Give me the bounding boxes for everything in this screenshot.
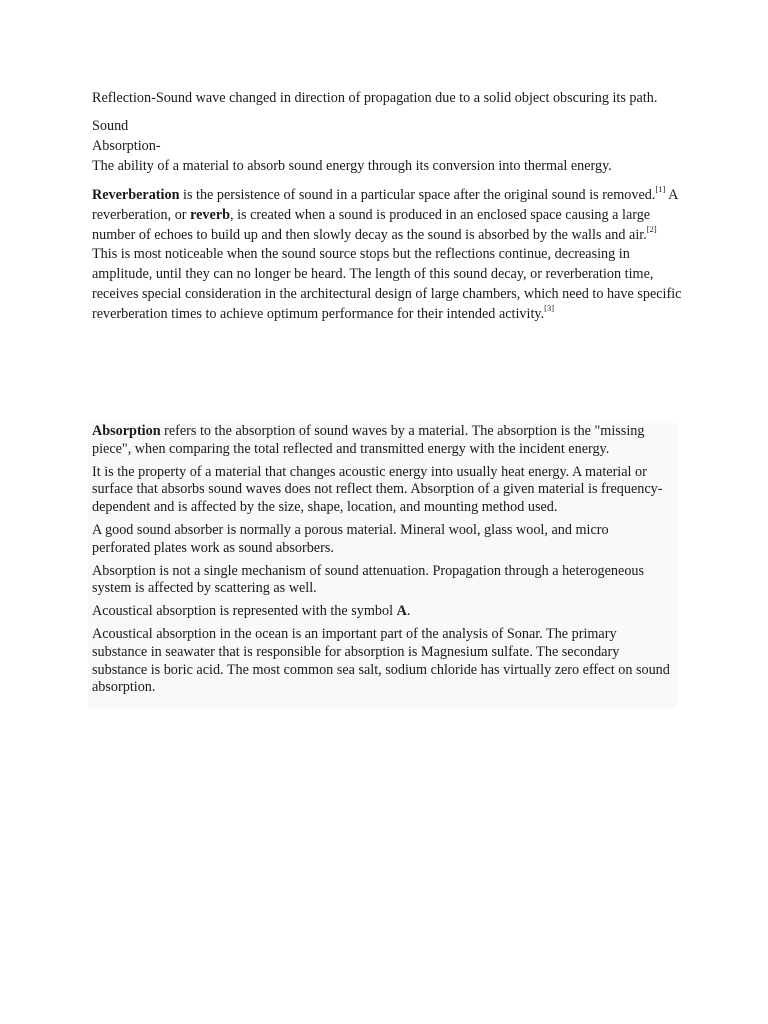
reverberation-text-1: is the persistence of sound in a particular space after the original sound is removed. (179, 187, 656, 203)
absorption-section (88, 423, 678, 708)
absorption-paragraph-3: A good sound absorber is normally a porous material. Mineral wool, glass wool, and micro perforated plates work as sound absorbers. (92, 521, 609, 556)
absorption-paragraph-1-text: refers to the absorption of sound waves by a material. The absorption is the "missing piece", when comparing the total reflected and transmitted energy with the incident energy. (92, 423, 645, 457)
intro-section (92, 88, 682, 176)
absorption-paragraph-1 (92, 423, 678, 459)
absorption-symbol: A (396, 603, 407, 620)
absorption-heading: Absorption- (92, 138, 161, 154)
absorption-definition-block (92, 116, 682, 176)
reflection-definition: Reflection-Sound wave changed in direction of propagation due to a solid object obscuring its path. (92, 90, 658, 106)
reverberation-paragraph (92, 186, 682, 325)
absorption-definition: The ability of a material to absorb sound energy through its conversion into thermal energy. (92, 158, 612, 174)
absorption-paragraph-5-text: Acoustical absorption is represented with the symbol (92, 603, 397, 620)
reverberation-text-2: A reverberation, or (92, 187, 678, 223)
absorption-paragraph-5 (92, 603, 678, 621)
reference-1-link[interactable]: [1] (655, 184, 666, 195)
reverberation-term: Reverberation (92, 187, 180, 203)
reverb-term: reverb (190, 206, 231, 223)
absorption-paragraph-5-end: . (406, 603, 411, 620)
reverberation-text-3: , is created when a sound is produced in an enclosed space causing a large number of echoes to build up and then slowly decay as the sound is absorbed by the walls and air. (92, 206, 651, 243)
absorption-term: Absorption (92, 423, 161, 439)
sound-line: Sound (92, 118, 129, 134)
reverberation-text-4: This is most noticeable when the sound source stops but the reflections continue, decreasing in amplitude, until they can no longer be heard. The length of this sound decay, or reverberation time, receives special consideration in the architectural design of large chambers, which need to have specific reverberation times to achieve optimum performance for their intended activity. (92, 246, 682, 322)
document-page (92, 88, 682, 325)
absorption-paragraph-2: It is the property of a material that changes acoustic energy into usually heat energy. A material or surface that absorbs sound waves does not reflect them. Absorption of a given material is frequency-dependent and is affected by the size, shape, location, and mounting method used. (92, 463, 663, 516)
absorption-paragraph-6: Acoustical absorption in the ocean is an important part of the analysis of Sonar. The primary substance in seawater that is responsible for absorption is Magnesium sulfate. The secondary substance is boric acid. The most common sea salt, sodium chloride has virtually zero effect on sound absorption. (92, 625, 670, 696)
absorption-paragraph-4: Absorption is not a single mechanism of sound attenuation. Propagation through a heterogeneous system is affected by scattering as well. (92, 562, 645, 597)
reference-3-link[interactable]: [3] (544, 303, 555, 314)
reference-2-link[interactable]: [2] (646, 223, 657, 234)
